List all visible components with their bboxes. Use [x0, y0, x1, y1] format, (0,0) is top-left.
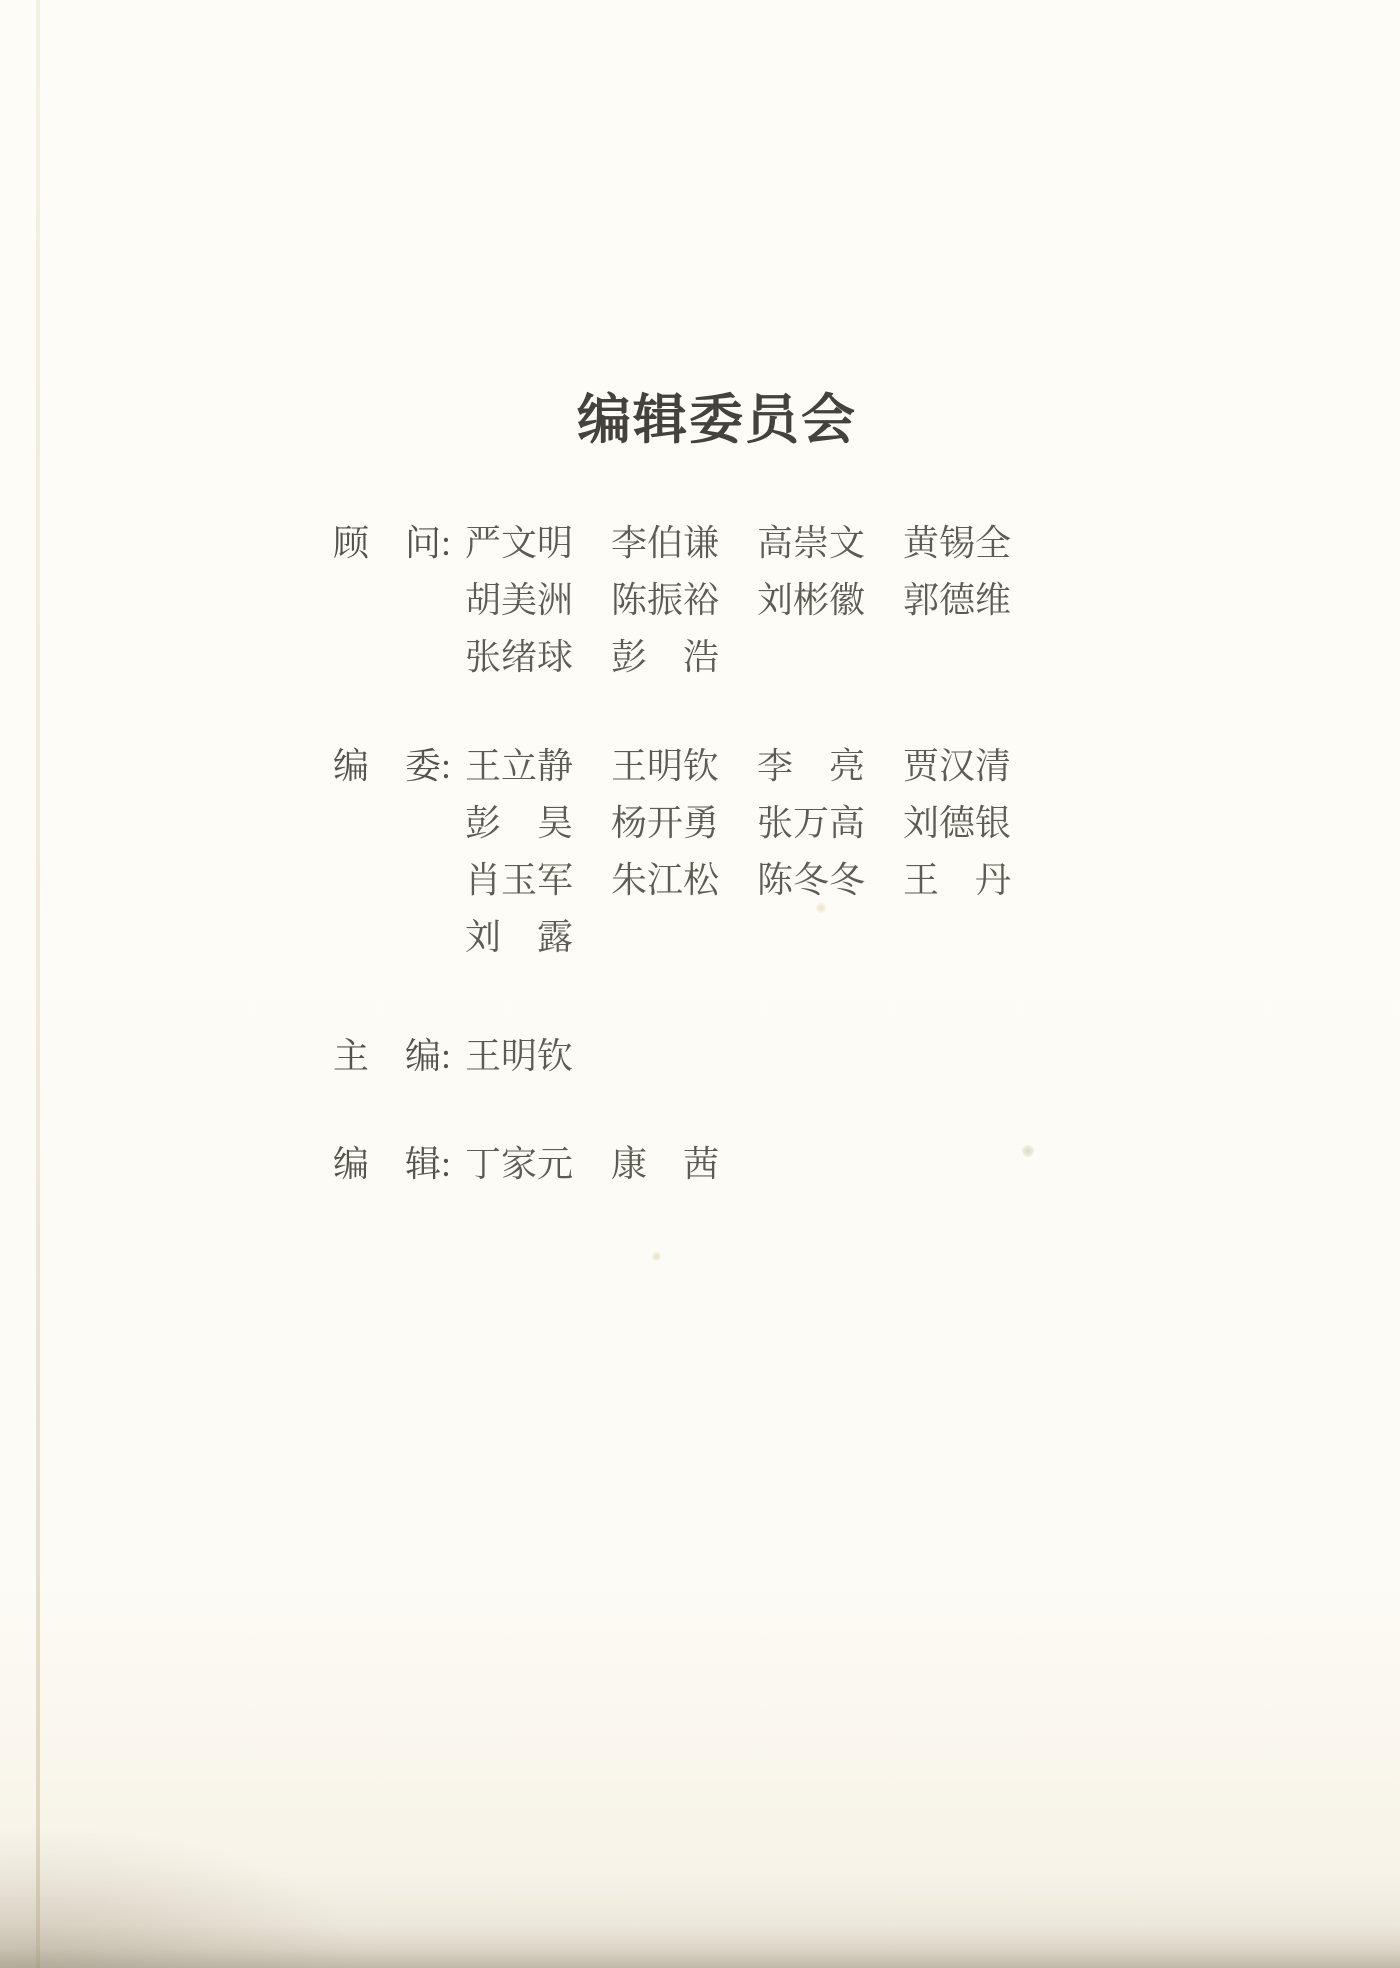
member-name: 黄锡全	[903, 523, 1012, 563]
scan-bottom-shadow	[0, 1924, 1400, 1968]
member-name: 朱江松	[611, 860, 720, 900]
member-name: 王 丹	[903, 860, 1012, 900]
member-name: 王明钦	[611, 746, 720, 786]
member-name: 陈冬冬	[757, 860, 866, 900]
committee-section	[333, 1028, 1400, 1085]
member-name: 王明钦	[465, 1036, 574, 1076]
committee-section	[333, 515, 1400, 686]
section-label: 编 辑:	[333, 1144, 452, 1184]
name-row	[465, 909, 1011, 966]
member-name: 胡美洲	[465, 580, 574, 620]
name-row	[465, 1136, 719, 1193]
name-row	[465, 1028, 573, 1085]
name-row	[465, 629, 1011, 686]
paper-speck	[652, 1252, 661, 1261]
member-name: 刘德银	[903, 803, 1012, 843]
member-name: 高崇文	[757, 523, 866, 563]
name-row	[465, 515, 1011, 572]
member-name: 彭 浩	[611, 637, 720, 677]
member-name: 彭 昊	[465, 803, 574, 843]
member-name: 刘彬徽	[757, 580, 866, 620]
member-name: 贾汉清	[903, 746, 1012, 786]
committee-section	[333, 738, 1400, 966]
member-name: 刘 露	[465, 917, 574, 957]
section-label: 主 编:	[333, 1036, 452, 1076]
member-name: 肖玉军	[465, 860, 574, 900]
name-row	[465, 572, 1011, 629]
page-title: 编辑委员会	[577, 390, 857, 450]
paper-speck	[816, 903, 826, 913]
name-row	[465, 738, 1011, 795]
member-name: 张绪球	[465, 637, 574, 677]
member-name: 王立静	[465, 746, 574, 786]
section-names	[465, 1136, 719, 1193]
section-names	[465, 738, 1011, 966]
section-names	[465, 515, 1011, 686]
name-row	[465, 852, 1011, 909]
committee-section	[333, 1136, 1400, 1193]
paper-speck	[1022, 1145, 1034, 1157]
member-name: 张万高	[757, 803, 866, 843]
page-fold-line	[36, 0, 40, 1968]
member-name: 严文明	[465, 523, 574, 563]
committee-sections	[0, 515, 1400, 1193]
member-name: 杨开勇	[611, 803, 720, 843]
member-name: 郭德维	[903, 580, 1012, 620]
name-row	[465, 795, 1011, 852]
member-name: 李 亮	[757, 746, 866, 786]
member-name: 康 茜	[611, 1144, 720, 1184]
section-names	[465, 1028, 573, 1085]
member-name: 丁家元	[465, 1144, 574, 1184]
section-label: 编 委:	[333, 746, 452, 786]
member-name: 陈振裕	[611, 580, 720, 620]
member-name: 李伯谦	[611, 523, 720, 563]
section-label: 顾 问:	[333, 523, 452, 563]
